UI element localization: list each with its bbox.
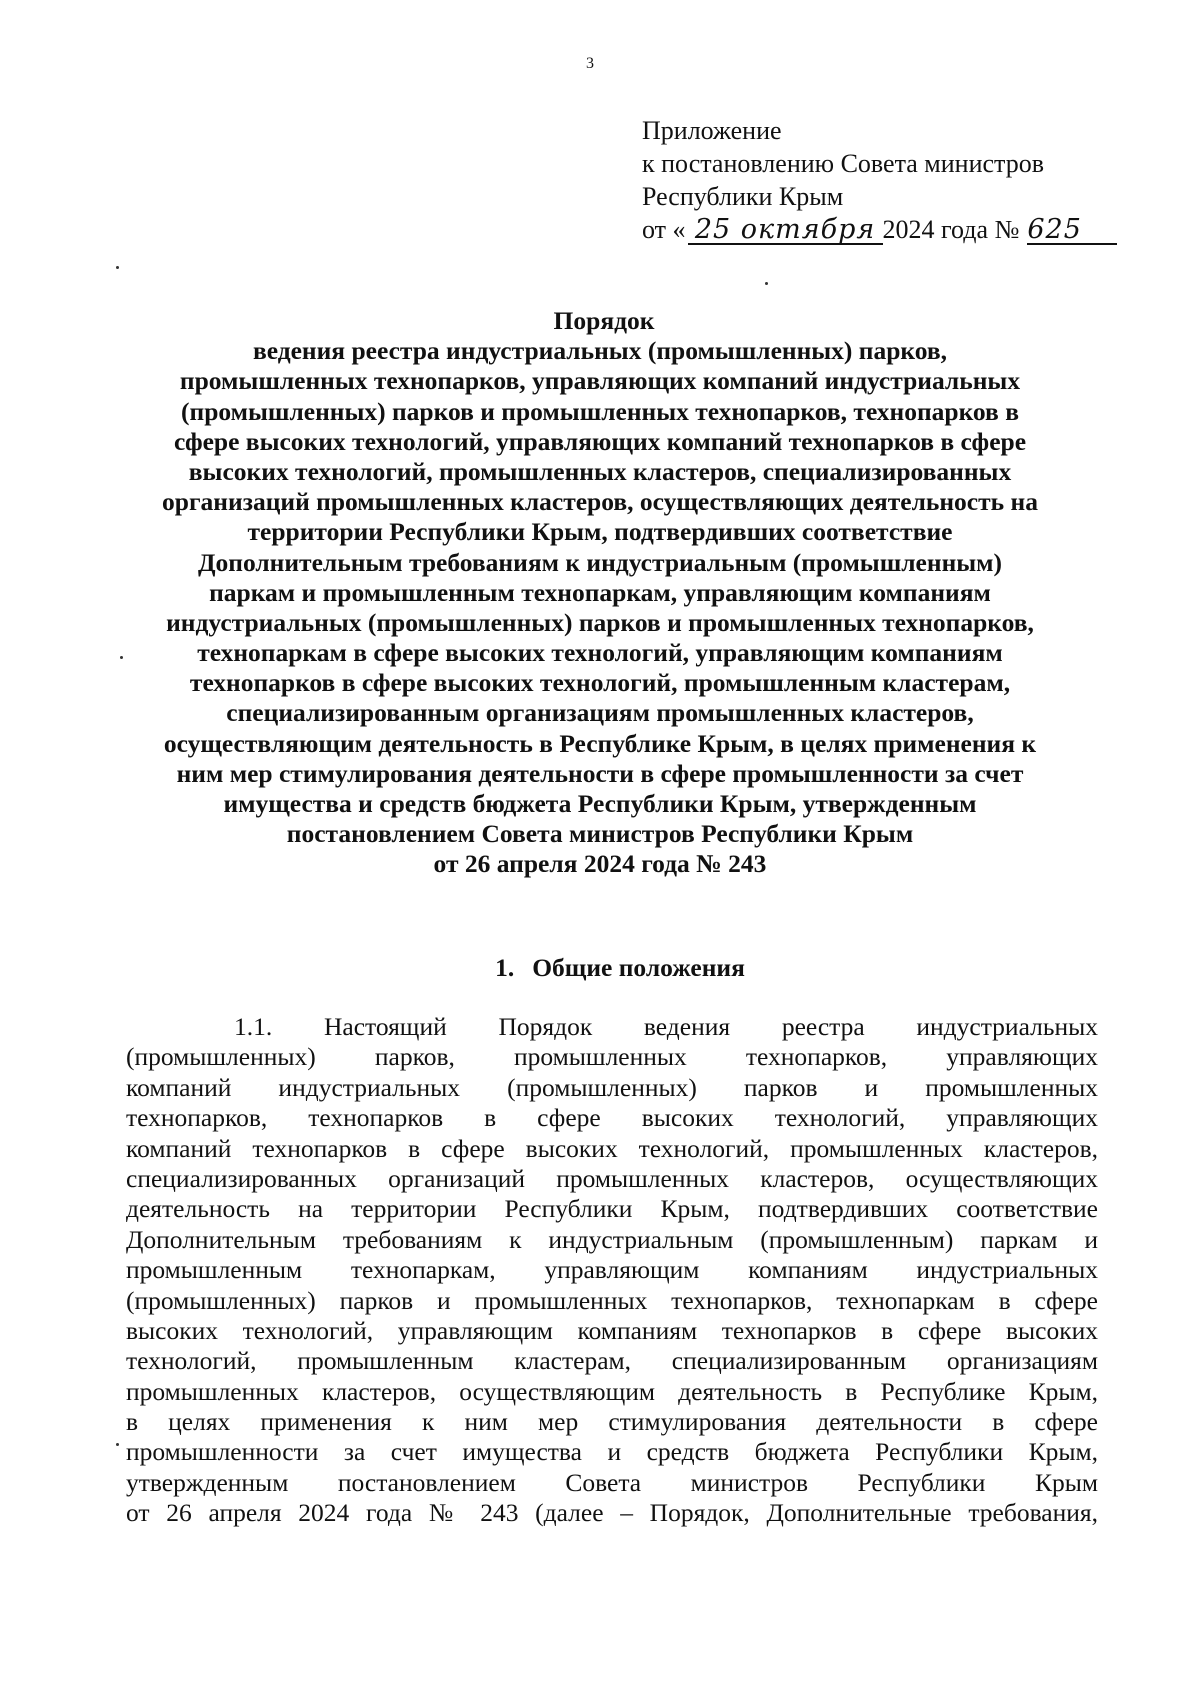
- paragraph-line: 1.1. Настоящий Порядок ведения реестра индустриальных: [234, 1012, 1098, 1041]
- handwritten-date: 25 октября: [688, 217, 883, 245]
- title-line: сфере высоких технологий, управляющих компаний технопарков в сфере: [173, 426, 1027, 456]
- date-prefix: от «: [642, 215, 686, 244]
- handwritten-number: 625: [1027, 217, 1117, 245]
- appendix-label: Приложение: [642, 116, 782, 145]
- paragraph-line: утвержденным постановлением Совета министров Республики Крым: [126, 1467, 1098, 1497]
- paragraph-line: технологий, промышленным кластерам, специализированным организациям: [126, 1346, 1098, 1376]
- title-line: высоких технологий, промышленных кластеров, специализированных: [188, 456, 1012, 486]
- scan-speck: [116, 266, 119, 269]
- title-line: промышленных технопарков, управляющих компаний индустриальных: [179, 366, 1021, 396]
- title-line: осуществляющим деятельность в Республике Крым, в целях применения к: [163, 728, 1037, 758]
- title-line: (промышленных) парков и промышленных технопарков, технопарков в: [181, 396, 1019, 426]
- title-lines: [100, 336, 1100, 879]
- title-line: ним мер стимулирования деятельности в сфере промышленности за счет: [176, 758, 1024, 788]
- section-title: Общие положения: [532, 953, 745, 982]
- paragraph-line: промышленным технопаркам, управляющим компаниям индустриальных: [126, 1255, 1098, 1285]
- title-line: от 26 апреля 2024 года № 243: [433, 849, 767, 879]
- title-line: постановлением Совета министров Республики Крым: [286, 819, 914, 849]
- title-line: территории Республики Крым, подтвердивших соответствие: [247, 517, 953, 547]
- title-line: Дополнительным требованиям к индустриальным (промышленным): [197, 547, 1003, 577]
- paragraph-1-1: [126, 1012, 1098, 1529]
- title-line: паркам и промышленным технопаркам, управляющим компаниям: [209, 577, 991, 607]
- scan-speck: [120, 656, 123, 659]
- paragraph-line: (промышленных) парков, промышленных технопарков, управляющих: [126, 1042, 1098, 1072]
- appendix-date-line: [642, 213, 1117, 246]
- paragraph-line: от 26 апреля 2024 года № 243 (далее – Порядок, Дополнительные требования,: [126, 1498, 1098, 1528]
- appendix-resolution: к постановлению Совета министров: [642, 149, 1044, 178]
- paragraph-line: (промышленных) парков и промышленных технопарков, технопаркам в сфере: [126, 1285, 1098, 1315]
- paragraph-line: деятельность на территории Республики Крым, подтвердивших соответствие: [126, 1194, 1098, 1224]
- title-line: имущества и средств бюджета Республики Крым, утвержденным: [223, 789, 977, 818]
- paragraph-line: компаний индустриальных (промышленных) парков и промышленных: [126, 1072, 1098, 1102]
- scan-speck: [116, 1443, 119, 1446]
- title-line: организаций промышленных кластеров, осуществляющих деятельность на: [162, 487, 1038, 517]
- paragraph-line: высоких технологий, управляющим компаниям технопарков в сфере высоких: [126, 1315, 1098, 1345]
- appendix-republic: Республики Крым: [642, 182, 844, 211]
- title-line: индустриальных (промышленных) парков и промышленных технопарков,: [166, 607, 1034, 637]
- paragraph-line: технопарков, технопарков в сфере высоких технологий, управляющих: [126, 1103, 1098, 1133]
- paragraph-line: специализированных организаций промышленных кластеров, осуществляющих: [126, 1163, 1098, 1193]
- page-number: 3: [586, 55, 594, 72]
- title-line: технопаркам в сфере высоких технологий, управляющим компаниям: [197, 638, 1003, 668]
- paragraph-line: Дополнительным требованиям к индустриальным (промышленным) паркам и: [126, 1224, 1098, 1254]
- document-title: [100, 306, 1100, 880]
- scan-speck: [765, 282, 768, 285]
- title-line: специализированным организациям промышленных кластеров,: [226, 698, 974, 728]
- paragraph-line: промышленных кластеров, осуществляющим деятельность в Республике Крым,: [126, 1376, 1098, 1406]
- paragraph-line: в целях применения к ним мер стимулирования деятельности в сфере: [126, 1407, 1098, 1437]
- title-line: ведения реестра индустриальных (промышленных) парков,: [252, 336, 948, 366]
- section-number: 1.: [495, 953, 515, 982]
- section-heading: [100, 953, 1140, 983]
- paragraph-line: промышленности за счет имущества и средств бюджета Республики Крым,: [126, 1437, 1098, 1467]
- title-heading: Порядок: [553, 306, 655, 335]
- paragraph-line: компаний технопарков в сфере высоких технологий, промышленных кластеров,: [126, 1133, 1098, 1163]
- date-middle: 2024 года №: [882, 215, 1020, 244]
- title-line: технопарков в сфере высоких технологий, промышленным кластерам,: [189, 668, 1011, 698]
- appendix-block: [642, 114, 1117, 246]
